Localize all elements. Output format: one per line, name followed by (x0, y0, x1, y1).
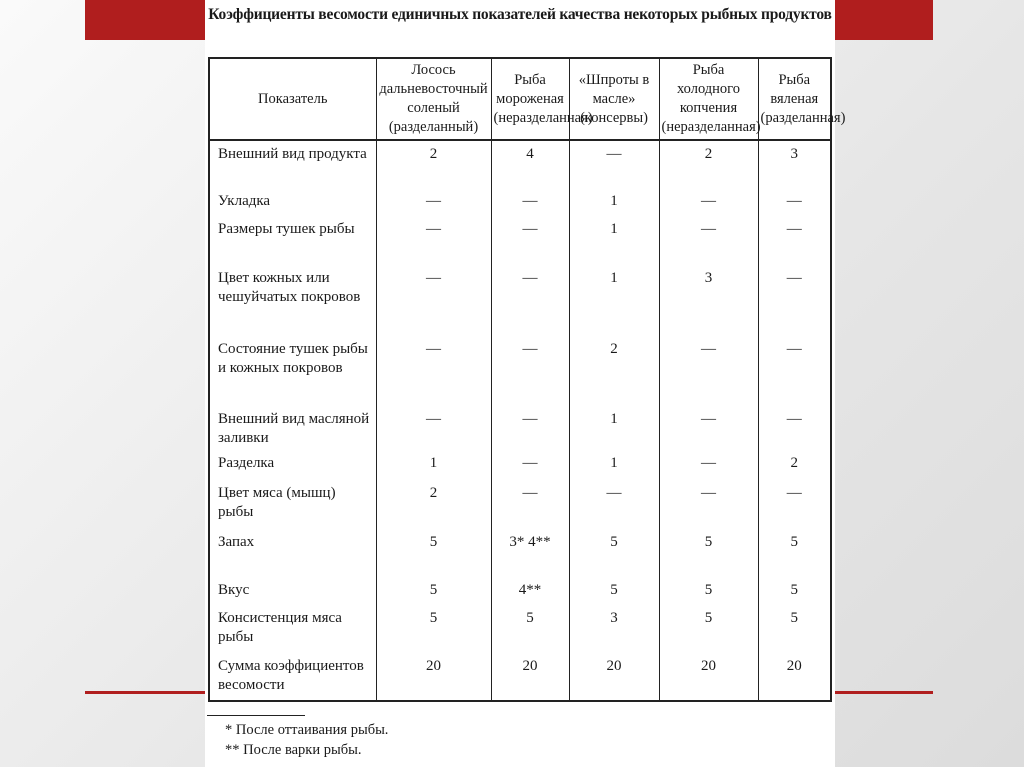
cell-value: 4 (491, 140, 569, 188)
table-row (209, 140, 831, 188)
scanned-table-image (205, 0, 846, 767)
cell-value: — (758, 265, 831, 336)
cell-value: — (569, 480, 659, 529)
column-header: Рыба вяленая (разделанная) (758, 58, 831, 140)
footnote-divider (207, 715, 305, 716)
cell-value: 5 (569, 529, 659, 577)
cell-value: 1 (569, 406, 659, 450)
table-row (209, 529, 831, 577)
table-row (209, 653, 831, 701)
footnote-2: ** После варки рыбы. (225, 742, 362, 758)
cell-value: 3 (659, 265, 758, 336)
cell-value: — (659, 216, 758, 265)
cell-value: — (376, 188, 491, 216)
row-label: Сумма коэффициентов весомости (218, 658, 364, 693)
cell-value: 20 (376, 653, 491, 701)
row-label: Цвет мяса (мышц) рыбы (218, 485, 336, 520)
column-header: «Шпроты в масле» (консервы) (569, 58, 659, 140)
column-header: Рыба мороженая (неразделанная) (491, 58, 569, 140)
row-label: Запах (218, 534, 255, 550)
header-row (209, 58, 831, 140)
column-header: Рыба холодного копчения (неразделанная) (659, 58, 758, 140)
cell-value: 5 (659, 529, 758, 577)
cell-value: — (758, 188, 831, 216)
cell-value: 5 (376, 605, 491, 653)
cell-value: — (569, 140, 659, 188)
cell-value: 5 (758, 529, 831, 577)
cell-value: 5 (758, 605, 831, 653)
cell-value: — (376, 336, 491, 406)
row-label: Состояние тушек рыбы и кожных покровов (218, 341, 368, 376)
cell-value: — (491, 265, 569, 336)
column-header: Лосось дальневосточный соленый (разделанный) (376, 58, 491, 140)
cell-value: 5 (376, 577, 491, 605)
cell-value: — (491, 450, 569, 480)
cell-value: 2 (376, 480, 491, 529)
cell-value: 20 (491, 653, 569, 701)
cell-value: 20 (569, 653, 659, 701)
row-label: Цвет кожных или чешуйчатых покровов (218, 270, 361, 305)
cell-value: 2 (758, 450, 831, 480)
table-row (209, 605, 831, 653)
cell-value: 20 (758, 653, 831, 701)
row-label: Укладка (218, 193, 271, 209)
row-label: Вкус (218, 582, 250, 598)
cell-value: — (376, 265, 491, 336)
table-row (209, 336, 831, 406)
cell-value: 1 (569, 188, 659, 216)
cell-value: — (758, 406, 831, 450)
cell-value: 5 (491, 605, 569, 653)
row-label: Консистенция мяса рыбы (218, 610, 342, 645)
cell-value: 1 (569, 216, 659, 265)
cell-value: 20 (659, 653, 758, 701)
column-header: Показатель (209, 58, 376, 140)
cell-value: — (758, 216, 831, 265)
table-row (209, 188, 831, 216)
cell-value: 2 (569, 336, 659, 406)
table-row (209, 577, 831, 605)
table-row (209, 480, 831, 529)
table-row (209, 265, 831, 336)
row-label: Разделка (218, 455, 275, 471)
cell-value: — (491, 336, 569, 406)
row-label: Внешний вид продукта (218, 146, 367, 162)
cell-value: 2 (659, 140, 758, 188)
cell-value: — (491, 188, 569, 216)
cell-value: — (659, 480, 758, 529)
cell-value: 5 (376, 529, 491, 577)
cell-value: 3 (569, 605, 659, 653)
cell-value: 1 (569, 265, 659, 336)
row-label: Внешний вид масляной заливки (218, 411, 370, 446)
cell-value: 2 (376, 140, 491, 188)
cell-value: — (376, 216, 491, 265)
cell-value: — (659, 336, 758, 406)
cell-value: — (659, 406, 758, 450)
cell-value: 5 (569, 577, 659, 605)
table-row (209, 450, 831, 480)
row-label: Размеры тушек рыбы (218, 221, 355, 237)
cell-value: 5 (758, 577, 831, 605)
cell-value: — (758, 336, 831, 406)
cell-value: 4** (491, 577, 569, 605)
cell-value: 3* 4** (491, 529, 569, 577)
cell-value: 5 (659, 605, 758, 653)
table-title: Коэффициенты весомости единичных показателей качества некоторых рыбных продуктов (208, 6, 832, 23)
cell-value: 1 (569, 450, 659, 480)
cell-value: — (491, 216, 569, 265)
cell-value: — (758, 480, 831, 529)
table-row (209, 216, 831, 265)
cell-value: — (659, 188, 758, 216)
footnote-1: * После оттаивания рыбы. (225, 722, 389, 738)
cell-value: — (491, 406, 569, 450)
cell-value: — (376, 406, 491, 450)
table-row (209, 406, 831, 450)
weight-coefficients-table (208, 57, 846, 702)
cell-value: 1 (376, 450, 491, 480)
cell-value: — (659, 450, 758, 480)
cell-value: 3 (758, 140, 831, 188)
cell-value: — (491, 480, 569, 529)
cell-value: 5 (659, 577, 758, 605)
